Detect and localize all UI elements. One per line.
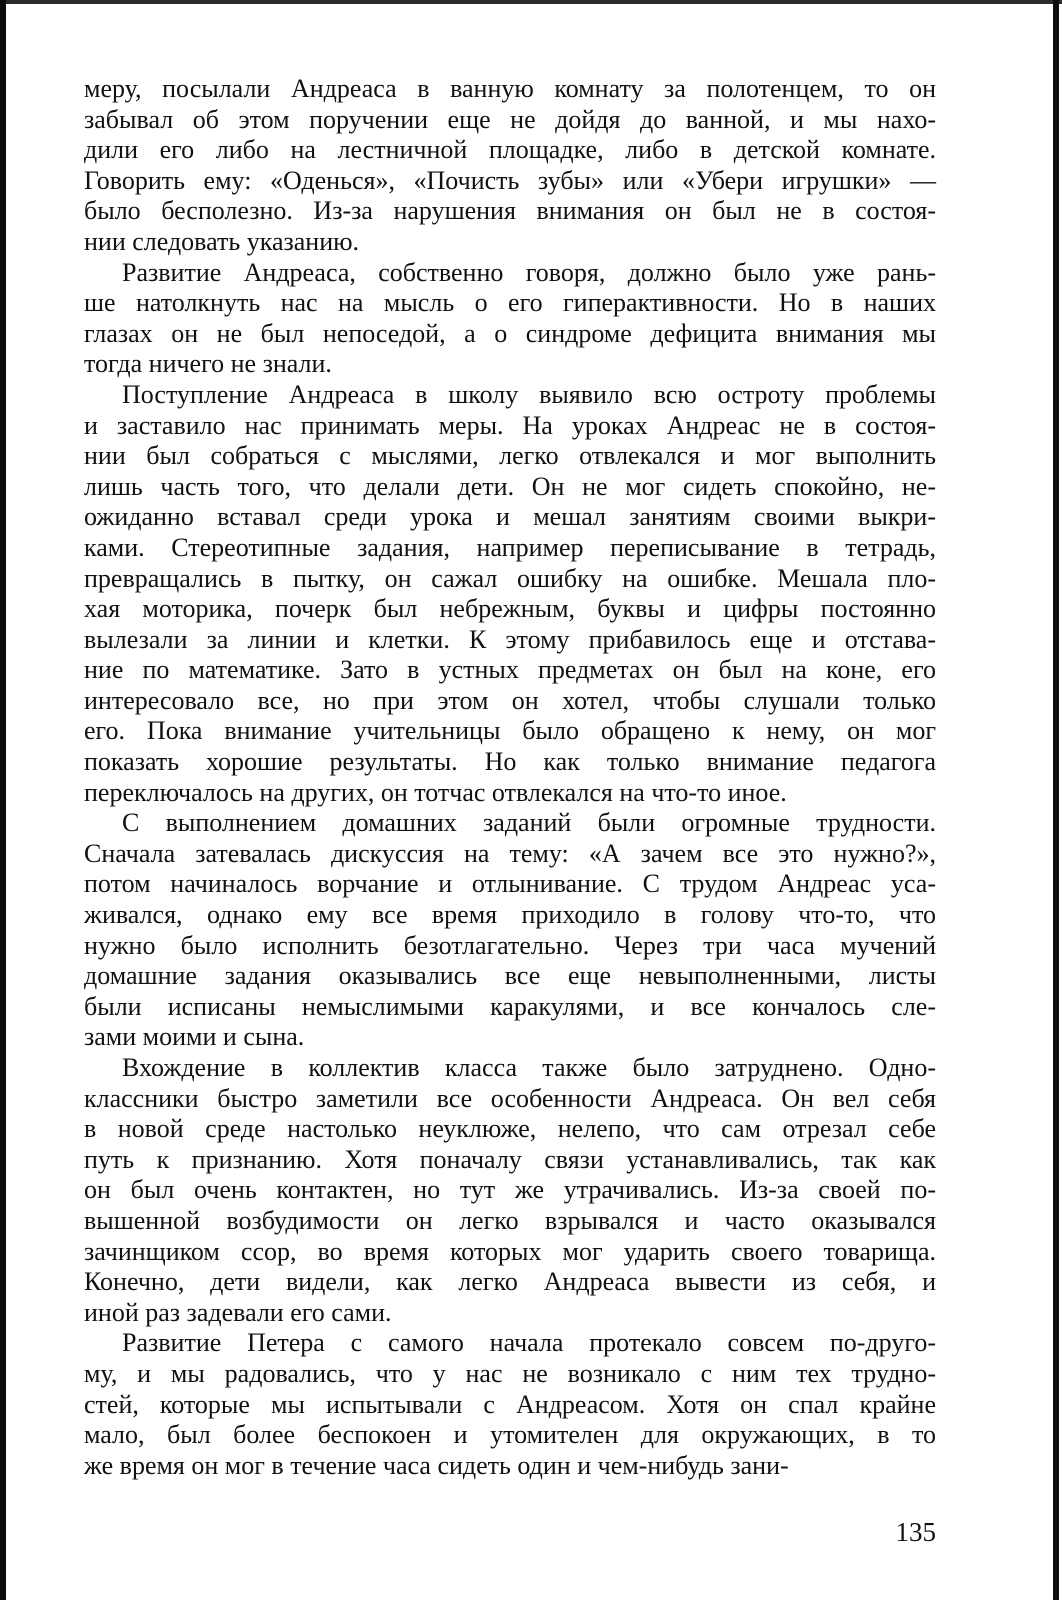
text-line: Развитие Андреаса, собственно говоря, должно было уже рань- — [122, 257, 936, 287]
text-line: интересовало все, но при этом он хотел, чтобы слушали только — [84, 685, 936, 715]
paragraph — [84, 380, 936, 808]
text-line: ками. Стереотипные задания, например переписывание в тетрадь, — [84, 532, 936, 562]
text-line: ние по математике. Зато в устных предметах он был на коне, его — [84, 655, 936, 685]
text-line: он был очень контактен, но тут же утрачивались. Из-за своей по- — [84, 1175, 936, 1205]
page-number: 135 — [895, 1517, 936, 1547]
text-line: му, и мы радовались, что у нас не возникало с ним тех трудно- — [84, 1358, 936, 1388]
scan-top-edge — [0, 0, 1062, 4]
text-line: Поступление Андреаса в школу выявило всю остроту проблемы — [122, 379, 936, 409]
text-line: нии был собраться с мыслями, легко отвлекался и мог выполнить — [84, 441, 936, 471]
text-line: тогда ничего не знали. — [84, 349, 332, 379]
text-line: Вхождение в коллектив класса также было затруднено. Одно- — [122, 1053, 936, 1082]
text-line: мало, был более беспокоен и утомителен для окружающих, в то — [84, 1420, 936, 1450]
text-line: было бесполезно. Из-за нарушения внимания он был не в состоя- — [84, 196, 936, 226]
paragraph — [84, 1328, 936, 1481]
text-line: С выполнением домашних заданий были огромные трудности. — [122, 808, 936, 838]
text-line: превращались в пытку, он сажал ошибку на ошибке. Мешала пло- — [84, 563, 936, 593]
page-body — [84, 74, 936, 1481]
text-line: были исписаны немыслимыми каракулями, и все кончалось сле- — [84, 991, 936, 1021]
text-line: потом начиналось ворчание и отлынивание. С трудом Андреас уса- — [84, 869, 936, 899]
text-line: путь к признанию. Хотя поначалу связи устанавливались, так как — [84, 1144, 936, 1174]
text-line: показать хорошие результаты. Но как только внимание педагога — [84, 747, 936, 777]
text-line: ожиданно вставал среди урока и мешал занятиям своими выкри- — [84, 502, 936, 532]
paragraph — [84, 808, 936, 1053]
text-line: меру, посылали Андреаса в ванную комнату за полотенцем, то он — [84, 74, 936, 103]
text-line: ше натолкнуть нас на мысль о его гиперактивности. Но в наших — [84, 288, 936, 318]
text-line: переключалось на других, он тотчас отвлекался на что-то иное. — [84, 777, 787, 807]
text-line: иной раз задевали его сами. — [84, 1297, 392, 1327]
text-line: вышенной возбудимости он легко взрывался и часто оказывался — [84, 1205, 936, 1235]
paragraph — [84, 74, 936, 258]
text-line: нужно было исполнить безотлагательно. Через три часа мучений — [84, 930, 936, 960]
text-line: глазах он не был непоседой, а о синдроме дефицита внимания мы — [84, 318, 936, 348]
paragraph — [84, 258, 936, 380]
scan-right-edge — [1053, 0, 1059, 1600]
text-line: зами моими и сына. — [84, 1022, 305, 1052]
paragraph — [84, 1053, 936, 1328]
text-line: вылезали за линии и клетки. К этому прибавилось еще и отстава- — [84, 624, 936, 654]
text-line: забывал об этом поручении еще не дойдя до ванной, и мы нахо- — [84, 104, 936, 134]
text-line: классники быстро заметили все особенности Андреаса. Он вел себя — [84, 1083, 936, 1113]
text-line: живался, однако ему все время приходило в голову что-то, что — [84, 900, 936, 930]
text-line: нии следовать указанию. — [84, 226, 360, 256]
scan-left-edge — [0, 0, 6, 1600]
text-line: стей, которые мы испытывали с Андреасом. Хотя он спал крайне — [84, 1389, 936, 1419]
text-line: зачинщиком ссор, во время которых мог ударить своего товарища. — [84, 1236, 936, 1266]
text-line: в новой среде настолько неуклюже, нелепо, что сам отрезал себе — [84, 1114, 936, 1144]
text-line: хая моторика, почерк был небрежным, буквы и цифры постоянно — [84, 594, 936, 624]
text-line: Развитие Петера с самого начала протекало совсем по-друго- — [122, 1328, 936, 1358]
text-line: Сначала затевалась дискуссия на тему: «А зачем все это нужно?», — [84, 838, 936, 868]
text-line: его. Пока внимание учительницы было обращено к нему, он мог — [84, 716, 936, 746]
text-line: дили его либо на лестничной площадке, либо в детской комнате. — [84, 135, 936, 165]
text-line: Говорить ему: «Оденься», «Почисть зубы» или «Убери игрушки» — — [84, 165, 936, 195]
text-line: Конечно, дети видели, как легко Андреаса вывести из себя, и — [84, 1267, 936, 1297]
text-line: и заставило нас принимать меры. На уроках Андреас не в состоя- — [84, 410, 936, 440]
text-line: лишь часть того, что делали дети. Он не мог сидеть спокойно, не- — [84, 471, 936, 501]
text-line: же время он мог в течение часа сидеть один и чем-нибудь зани- — [84, 1450, 789, 1480]
text-line: домашние задания оказывались все еще невыполненными, листы — [84, 961, 936, 991]
